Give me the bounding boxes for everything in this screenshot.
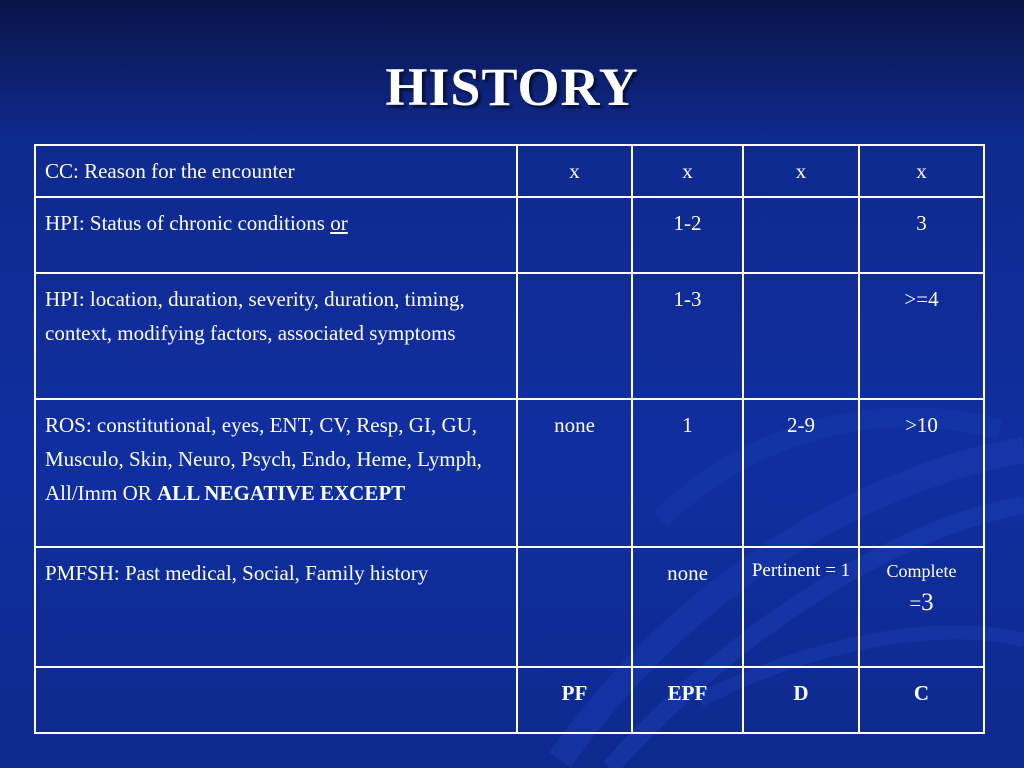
table-cell: x	[517, 145, 632, 197]
row-label: PMFSH: Past medical, Social, Family history	[35, 547, 517, 667]
table-cell: 1-2	[632, 197, 743, 273]
table-row	[35, 197, 984, 273]
table-cell: 1	[632, 399, 743, 547]
table-cell: PF	[517, 667, 632, 733]
underlined-or: or	[330, 211, 348, 235]
table-cell: C	[859, 667, 984, 733]
all-negative-except: ALL NEGATIVE EXCEPT	[157, 481, 406, 505]
table-cell: x	[743, 145, 859, 197]
table-cell: none	[632, 547, 743, 667]
table-cell: 3	[859, 197, 984, 273]
complete-equals: =	[909, 591, 922, 615]
table-cell: >=4	[859, 273, 984, 399]
table-cell: >10	[859, 399, 984, 547]
table-cell: 1-3	[632, 273, 743, 399]
row-label-text: ROS: constitutional, eyes, ENT, CV, Resp, GI, GU, Musculo, Skin, Neuro, Psych, Endo, Heme, Lymph, All/Imm OR	[45, 413, 482, 505]
table-cell	[743, 197, 859, 273]
complete-cell	[859, 547, 984, 667]
table-row	[35, 667, 984, 733]
row-label	[35, 197, 517, 273]
row-label: HPI: location, duration, severity, duration, timing, context, modifying factors, associated symptoms	[35, 273, 517, 399]
row-label	[35, 399, 517, 547]
table-row	[35, 145, 984, 197]
table-row	[35, 547, 984, 667]
table-cell	[517, 547, 632, 667]
table-row	[35, 273, 984, 399]
table-row	[35, 399, 984, 547]
complete-label: Complete	[886, 561, 957, 581]
table-cell: D	[743, 667, 859, 733]
table-cell	[517, 273, 632, 399]
complete-number: 3	[921, 589, 934, 616]
history-table	[34, 144, 985, 734]
table-cell	[517, 197, 632, 273]
row-label-text: HPI: Status of chronic conditions	[45, 211, 331, 235]
complete-value	[862, 586, 981, 620]
row-label	[35, 667, 517, 733]
row-label: CC: Reason for the encounter	[35, 145, 517, 197]
table-cell: EPF	[632, 667, 743, 733]
slide-title: HISTORY	[385, 57, 639, 117]
table-cell: none	[517, 399, 632, 547]
table-cell: Pertinent = 1	[743, 547, 859, 667]
table-cell	[743, 273, 859, 399]
table-cell: x	[859, 145, 984, 197]
table-cell: x	[632, 145, 743, 197]
table-cell: 2-9	[743, 399, 859, 547]
